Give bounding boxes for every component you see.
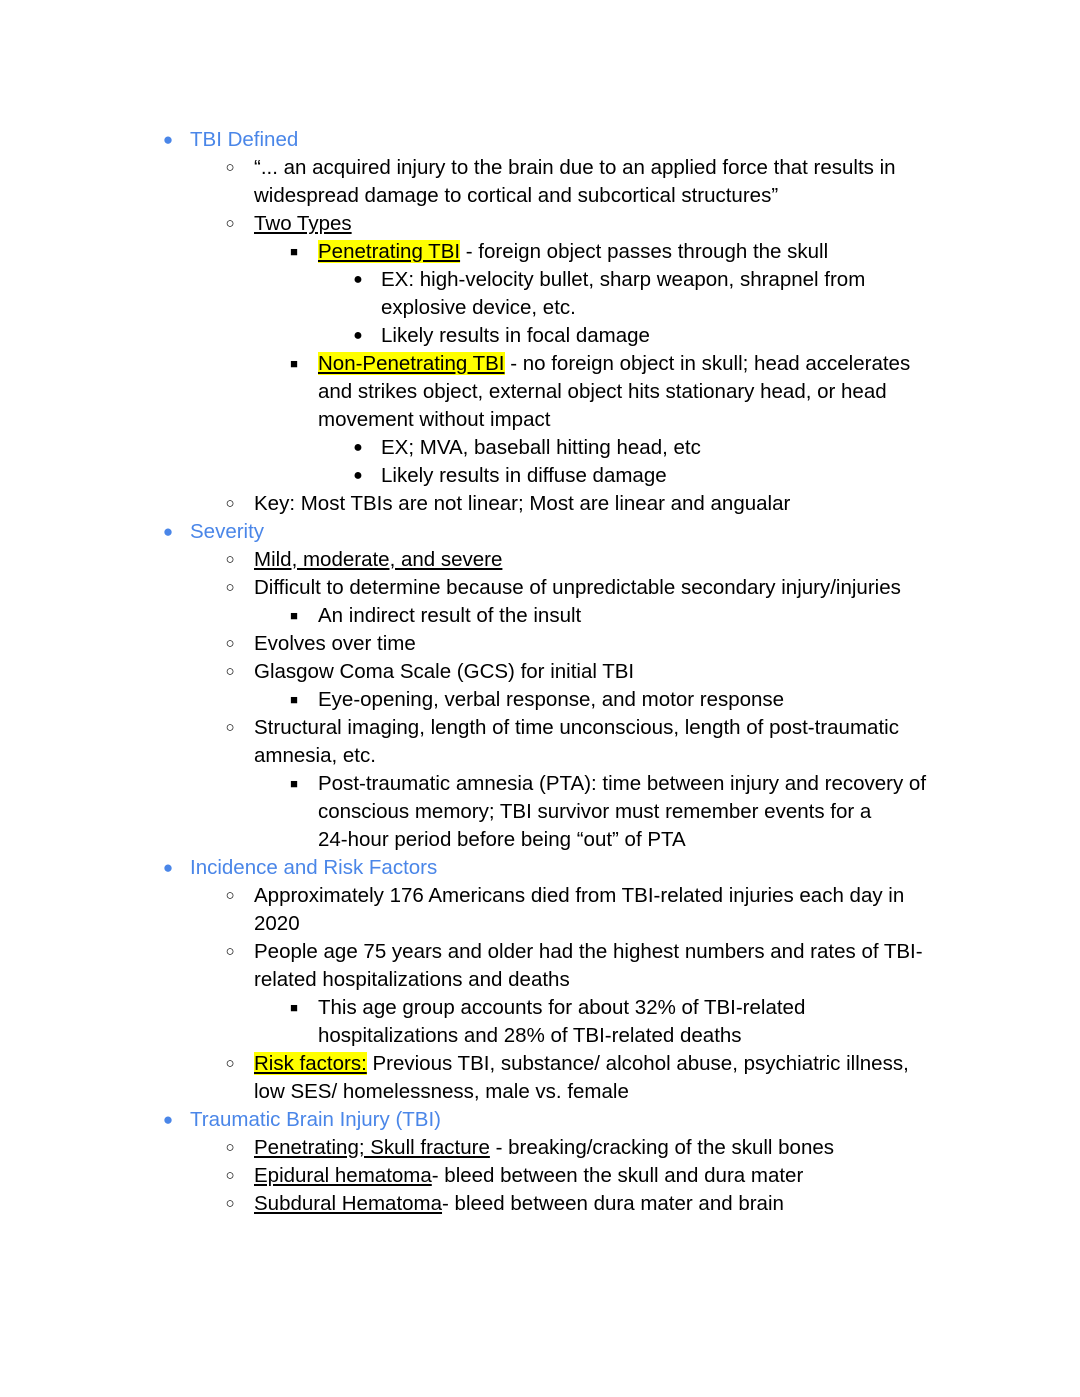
risk-factors-line: low SES/ homelessness, male vs. female [254, 1080, 629, 1103]
severity-difficult-item: Difficult to determine because of unpredictable secondary injury/injuries [254, 576, 901, 599]
level3-bullet: ■ [290, 356, 298, 371]
non-penetrating-line: movement without impact [318, 408, 551, 431]
penetrating-example: EX: high-velocity bullet, sharp weapon, shrapnel from [381, 268, 866, 291]
level1-bullet: ● [162, 130, 174, 149]
level2-bullet: ○ [225, 551, 235, 568]
section-heading-incidence: Incidence and Risk Factors [190, 856, 438, 879]
level2-bullet: ○ [225, 215, 235, 232]
age-line: related hospitalizations and deaths [254, 968, 570, 991]
two-types-label: Two Types [254, 212, 352, 235]
level3-bullet: ■ [290, 692, 298, 707]
level2-bullet: ○ [225, 1139, 235, 1156]
age-group-line: hospitalizations and 28% of TBI-related deaths [318, 1024, 742, 1047]
section-heading-severity: Severity [190, 520, 265, 543]
level2-bullet: ○ [225, 887, 235, 904]
indirect-result-item: An indirect result of the insult [318, 604, 582, 627]
level2-bullet: ○ [225, 719, 235, 736]
non-penetrating-tbi-text: - no foreign object in skull; head accelerates [504, 352, 911, 375]
subdural-item [254, 1190, 784, 1218]
level2-bullet: ○ [225, 663, 235, 680]
diffuse-damage-item: Likely results in diffuse damage [381, 464, 667, 487]
epidural-item [254, 1162, 803, 1190]
non-penetrating-tbi-highlight: Non-Penetrating TBI [318, 352, 505, 375]
level2-bullet: ○ [225, 495, 235, 512]
level2-bullet: ○ [225, 579, 235, 596]
deaths-line: 2020 [254, 912, 300, 935]
skull-fracture-text: - breaking/cracking of the skull bones [489, 1136, 835, 1159]
quote-line: “... an acquired injury to the brain due to an applied force that results in [254, 156, 896, 179]
level4-bullet: ● [353, 467, 363, 484]
quote-line: widespread damage to cortical and subcortical structures” [254, 184, 779, 207]
section-heading-tbi: Traumatic Brain Injury (TBI) [190, 1108, 441, 1131]
non-penetrating-tbi-item [318, 350, 910, 378]
level2-bullet: ○ [225, 1195, 235, 1212]
imaging-line: Structural imaging, length of time unconscious, length of post-traumatic [254, 716, 899, 739]
penetrating-tbi-highlight: Penetrating TBI [318, 240, 461, 263]
age-group-line: This age group accounts for about 32% of TBI-related [318, 996, 806, 1019]
level4-bullet: ● [353, 327, 363, 344]
penetrating-tbi-item [318, 238, 828, 266]
evolves-item: Evolves over time [254, 632, 416, 655]
pta-line: conscious memory; TBI survivor must remember events for a [318, 800, 872, 823]
level2-bullet: ○ [225, 635, 235, 652]
imaging-line: amnesia, etc. [254, 744, 376, 767]
non-penetrating-line: and strikes object, external object hits stationary head, or head [318, 380, 887, 403]
level3-bullet: ■ [290, 1000, 298, 1015]
gcs-detail-item: Eye-opening, verbal response, and motor response [318, 688, 785, 711]
level4-bullet: ● [353, 271, 363, 288]
non-penetrating-example: EX; MVA, baseball hitting head, etc [381, 436, 701, 459]
section-heading-tbi-defined: TBI Defined [190, 128, 299, 151]
skull-fracture-label: Penetrating; Skull fracture [254, 1136, 490, 1159]
severity-levels: Mild, moderate, and severe [254, 548, 503, 571]
level1-bullet: ● [162, 522, 174, 541]
level1-bullet: ● [162, 858, 174, 877]
level2-bullet: ○ [225, 1167, 235, 1184]
focal-damage-item: Likely results in focal damage [381, 324, 650, 347]
skull-fracture-item [254, 1134, 834, 1162]
age-line: People age 75 years and older had the highest numbers and rates of TBI- [254, 940, 923, 963]
level2-bullet: ○ [225, 159, 235, 176]
level3-bullet: ■ [290, 776, 298, 791]
level2-bullet: ○ [225, 943, 235, 960]
penetrating-example: explosive device, etc. [381, 296, 576, 319]
pta-line: 24-hour period before being “out” of PTA [318, 828, 686, 851]
subdural-label: Subdural Hematoma [254, 1192, 443, 1215]
level3-bullet: ■ [290, 608, 298, 623]
risk-factors-text: Previous TBI, substance/ alcohol abuse, psychiatric illness, [366, 1052, 909, 1075]
pta-line: Post-traumatic amnesia (PTA): time between injury and recovery of [318, 772, 927, 795]
deaths-line: Approximately 176 Americans died from TBI-related injuries each day in [254, 884, 905, 907]
level1-bullet: ● [162, 1110, 174, 1129]
risk-factors-highlight: Risk factors: [254, 1052, 367, 1075]
key-note: Key: Most TBIs are not linear; Most are linear and angualar [254, 492, 791, 515]
level4-bullet: ● [353, 439, 363, 456]
level2-bullet: ○ [225, 1055, 235, 1072]
gcs-item: Glasgow Coma Scale (GCS) for initial TBI [254, 660, 635, 683]
risk-factors-item [254, 1050, 909, 1078]
epidural-label: Epidural hematoma [254, 1164, 432, 1187]
level3-bullet: ■ [290, 244, 298, 259]
penetrating-tbi-text: - foreign object passes through the skull [460, 240, 829, 263]
subdural-text: - bleed between dura mater and brain [442, 1192, 784, 1215]
epidural-text: - bleed between the skull and dura mater [431, 1164, 804, 1187]
